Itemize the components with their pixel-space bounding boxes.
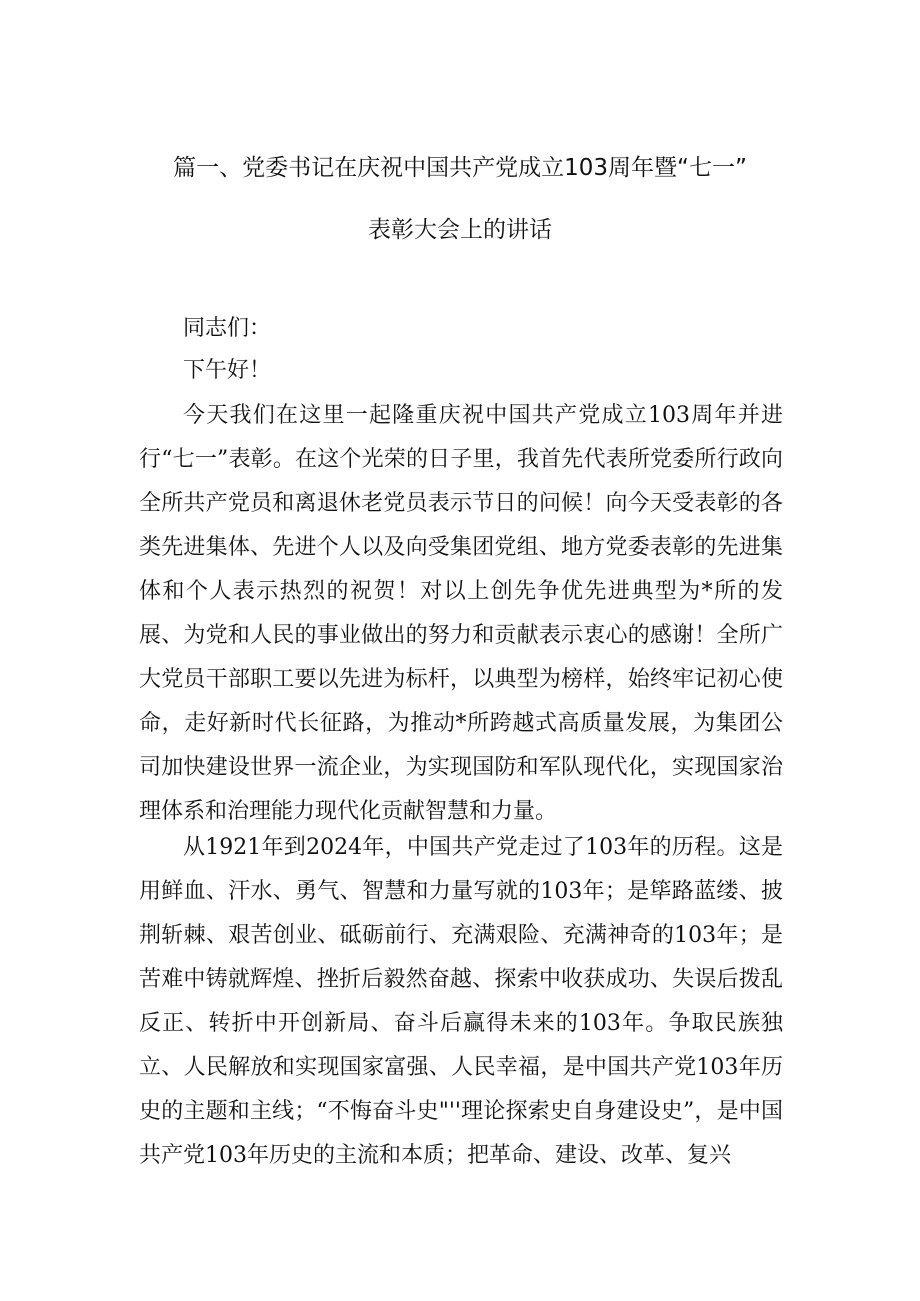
paragraph-1: 今天我们在这里一起隆重庆祝中国共产党成立103周年并进行“七一”表彰。在这个光荣的日子里，我首先代表所党委所行政向全所共产党员和离退休老党员表示节日的问候！向今天受表彰的各类先进集体、先进个人以及向受集团党组、地方党委表彰的先进集体和个人表示热烈的祝贺！对以上创先争优先进典型为*所的发展、为党和人民的事业做出的努力和贡献表示衷心的感谢！全所广大党员干部职工要以先进为标杆，以典型为榜样，始终牢记初心使命，走好新时代长征路，为推动*所跨越式高质量发展，为集团公司加快建设世界一流企业，为实现国防和军队现代化，实现国家治理体系和治理能力现代化贡献智慧和力量。 — [139, 403, 783, 824]
salutation: 同志们： — [183, 316, 272, 341]
document-title-line1: 篇一、党委书记在庆祝中国共产党成立103周年暨“七一” — [173, 155, 747, 181]
greeting: 下午好！ — [183, 358, 272, 383]
document-title-line2: 表彰大会上的讲话 — [368, 217, 552, 243]
paragraph-2: 从1921年到2024年，中国共产党走过了103年的历程。这是用鲜血、汗水、勇气、智慧和力量写就的103年；是筚路蓝缕、披荆斩棘、艰苦创业、砥砺前行、充满艰险、充满神奇的103年；是苦难中铸就辉煌、挫折后毅然奋越、探索中收获成功、失误后拨乱反正、转折中开创新局、奋斗后赢得未来的103年。争取民族独立、人民解放和实现国家富强、人民幸福，是中国共产党103年历史的主题和主线；“不悔奋斗史"''理论探索史自身建设史”，是中国共产党103年历史的主流和本质；把革命、建设、改革、复兴 — [139, 835, 783, 1168]
